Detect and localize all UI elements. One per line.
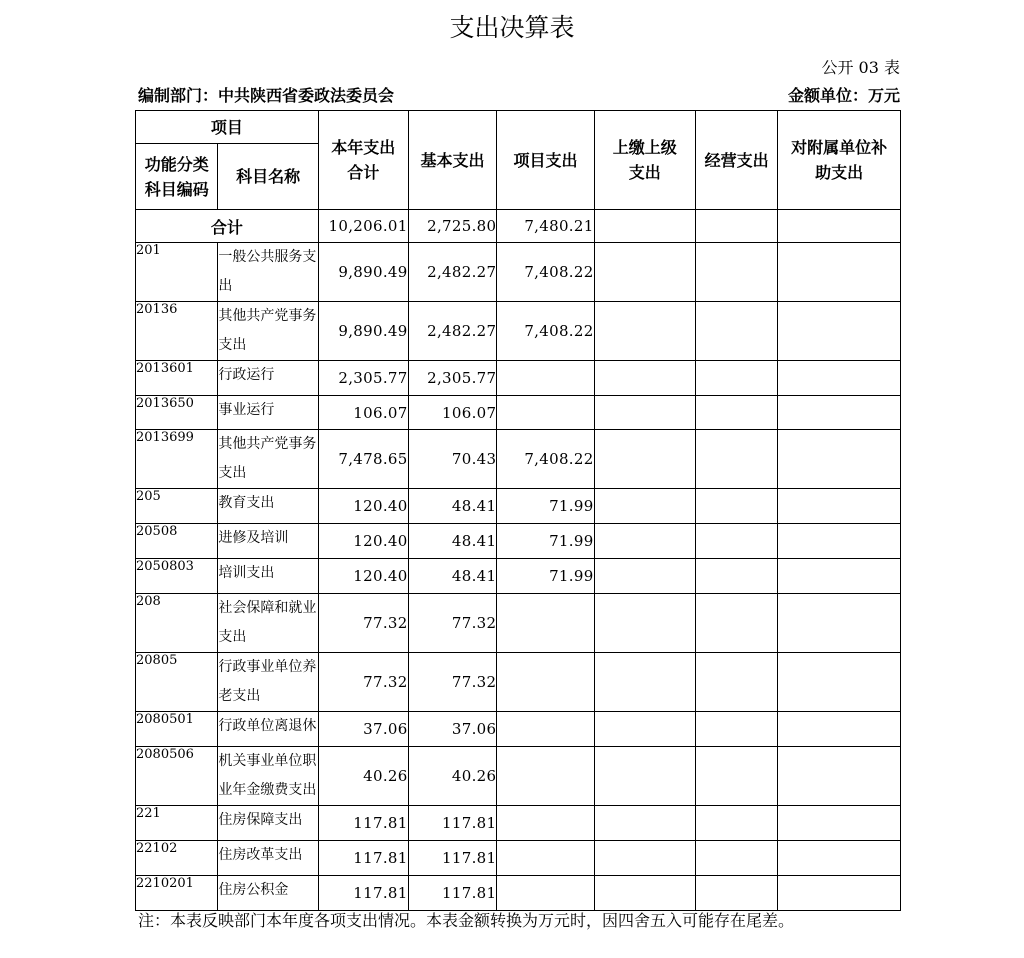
row-project: 7,408.22	[497, 302, 594, 361]
table-row	[136, 243, 901, 302]
row-upper	[594, 653, 695, 712]
row-subject-name: 行政运行	[218, 361, 318, 396]
row-project	[497, 712, 594, 747]
row-subject-name: 事业运行	[218, 396, 318, 430]
row-subject-name: 住房改革支出	[218, 841, 318, 876]
row-upper	[594, 243, 695, 302]
total-row-upper	[594, 210, 695, 243]
row-total: 120.40	[318, 524, 408, 559]
row-upper	[594, 489, 695, 524]
row-upper	[594, 876, 695, 911]
header-upper: 上缴上级支出	[594, 111, 695, 210]
row-code: 22102	[136, 841, 218, 876]
row-basic: 117.81	[408, 841, 497, 876]
row-subject-name: 机关事业单位职业年金缴费支出	[218, 747, 318, 806]
header-item: 项目	[136, 111, 319, 144]
row-basic: 77.32	[408, 594, 497, 653]
row-project	[497, 841, 594, 876]
row-upper	[594, 594, 695, 653]
row-project	[497, 653, 594, 712]
total-row	[136, 210, 901, 243]
row-total: 106.07	[318, 396, 408, 430]
row-code: 2013699	[136, 430, 218, 489]
row-basic: 77.32	[408, 653, 497, 712]
row-basic: 48.41	[408, 524, 497, 559]
row-code: 201	[136, 243, 218, 302]
row-subsidy	[778, 806, 901, 841]
row-code: 221	[136, 806, 218, 841]
header-basic: 基本支出	[408, 111, 497, 210]
row-subject-name: 其他共产党事务支出	[218, 302, 318, 361]
row-project: 71.99	[497, 559, 594, 594]
row-business	[695, 524, 777, 559]
row-subsidy	[778, 594, 901, 653]
table-row	[136, 594, 901, 653]
total-label: 合计	[136, 210, 319, 243]
row-total: 40.26	[318, 747, 408, 806]
table-row	[136, 841, 901, 876]
row-basic: 2,305.77	[408, 361, 497, 396]
total-row-project: 7,480.21	[497, 210, 594, 243]
row-subject-name: 进修及培训	[218, 524, 318, 559]
table-row	[136, 806, 901, 841]
row-total: 77.32	[318, 594, 408, 653]
row-code: 205	[136, 489, 218, 524]
row-upper	[594, 302, 695, 361]
footnote: 注：本表反映部门本年度各项支出情况。本表金额转换为万元时，因四舍五入可能存在尾差。	[138, 911, 795, 930]
row-project	[497, 594, 594, 653]
row-basic: 48.41	[408, 489, 497, 524]
row-business	[695, 594, 777, 653]
row-subsidy	[778, 524, 901, 559]
header-business: 经营支出	[695, 111, 777, 210]
row-total: 120.40	[318, 489, 408, 524]
row-subsidy	[778, 559, 901, 594]
row-subsidy	[778, 712, 901, 747]
row-upper	[594, 430, 695, 489]
table-row	[136, 524, 901, 559]
row-upper	[594, 396, 695, 430]
row-code: 2080501	[136, 712, 218, 747]
row-code: 208	[136, 594, 218, 653]
row-subject-name: 住房公积金	[218, 876, 318, 911]
row-business	[695, 712, 777, 747]
row-total: 117.81	[318, 806, 408, 841]
row-project: 7,408.22	[497, 430, 594, 489]
row-code: 20136	[136, 302, 218, 361]
row-subsidy	[778, 841, 901, 876]
expenditure-table	[135, 110, 901, 911]
amount-unit-label: 金额单位：万元	[787, 86, 900, 105]
row-upper	[594, 747, 695, 806]
row-basic: 117.81	[408, 806, 497, 841]
row-upper	[594, 712, 695, 747]
row-business	[695, 361, 777, 396]
row-subject-name: 教育支出	[218, 489, 318, 524]
row-subject-name: 培训支出	[218, 559, 318, 594]
row-subject-name: 住房保障支出	[218, 806, 318, 841]
row-subject-name: 行政单位离退休	[218, 712, 318, 747]
row-basic: 40.26	[408, 747, 497, 806]
form-number: 公开 03 表	[821, 58, 900, 77]
row-upper	[594, 559, 695, 594]
total-row-subsidy	[778, 210, 901, 243]
row-business	[695, 243, 777, 302]
row-total: 117.81	[318, 841, 408, 876]
row-upper	[594, 806, 695, 841]
row-business	[695, 653, 777, 712]
row-subject-name: 一般公共服务支出	[218, 243, 318, 302]
row-subject-name: 行政事业单位养老支出	[218, 653, 318, 712]
row-code: 20805	[136, 653, 218, 712]
row-business	[695, 559, 777, 594]
row-code: 2050803	[136, 559, 218, 594]
row-basic: 2,482.27	[408, 243, 497, 302]
table-row	[136, 489, 901, 524]
row-total: 9,890.49	[318, 243, 408, 302]
row-subsidy	[778, 396, 901, 430]
row-project	[497, 806, 594, 841]
row-upper	[594, 361, 695, 396]
row-code: 2013601	[136, 361, 218, 396]
row-project	[497, 361, 594, 396]
row-subject-name: 社会保障和就业支出	[218, 594, 318, 653]
row-total: 2,305.77	[318, 361, 408, 396]
table-row	[136, 559, 901, 594]
total-row-basic: 2,725.80	[408, 210, 497, 243]
header-func-code: 功能分类科目编码	[136, 144, 218, 210]
total-row-total: 10,206.01	[318, 210, 408, 243]
header-subsidy: 对附属单位补助支出	[778, 111, 901, 210]
row-total: 7,478.65	[318, 430, 408, 489]
row-business	[695, 489, 777, 524]
row-code: 2210201	[136, 876, 218, 911]
row-upper	[594, 524, 695, 559]
row-project	[497, 747, 594, 806]
row-subsidy	[778, 747, 901, 806]
row-subsidy	[778, 653, 901, 712]
page-title: 支出决算表	[449, 13, 575, 42]
row-subsidy	[778, 489, 901, 524]
row-upper	[594, 841, 695, 876]
table-row	[136, 361, 901, 396]
row-business	[695, 396, 777, 430]
row-total: 77.32	[318, 653, 408, 712]
row-project: 7,408.22	[497, 243, 594, 302]
table-row	[136, 302, 901, 361]
row-project	[497, 396, 594, 430]
row-basic: 117.81	[408, 876, 497, 911]
table-row	[136, 876, 901, 911]
row-basic: 106.07	[408, 396, 497, 430]
row-basic: 2,482.27	[408, 302, 497, 361]
row-business	[695, 302, 777, 361]
header-project: 项目支出	[497, 111, 594, 210]
row-total: 9,890.49	[318, 302, 408, 361]
table-row	[136, 653, 901, 712]
row-project: 71.99	[497, 524, 594, 559]
header-subject-name: 科目名称	[218, 144, 318, 210]
row-basic: 48.41	[408, 559, 497, 594]
department-label: 编制部门：中共陕西省委政法委员会	[138, 86, 395, 105]
table-row	[136, 747, 901, 806]
row-total: 120.40	[318, 559, 408, 594]
total-row-business	[695, 210, 777, 243]
row-subject-name: 其他共产党事务支出	[218, 430, 318, 489]
row-project: 71.99	[497, 489, 594, 524]
row-project	[497, 876, 594, 911]
row-total: 37.06	[318, 712, 408, 747]
row-code: 20508	[136, 524, 218, 559]
row-subsidy	[778, 876, 901, 911]
row-code: 2080506	[136, 747, 218, 806]
row-business	[695, 841, 777, 876]
row-code: 2013650	[136, 396, 218, 430]
row-subsidy	[778, 243, 901, 302]
row-basic: 37.06	[408, 712, 497, 747]
row-total: 117.81	[318, 876, 408, 911]
row-business	[695, 430, 777, 489]
table-row	[136, 712, 901, 747]
row-business	[695, 806, 777, 841]
header-total: 本年支出合计	[318, 111, 408, 210]
row-subsidy	[778, 361, 901, 396]
table-row	[136, 430, 901, 489]
row-subsidy	[778, 430, 901, 489]
row-subsidy	[778, 302, 901, 361]
row-business	[695, 876, 777, 911]
row-business	[695, 747, 777, 806]
table-row	[136, 396, 901, 430]
row-basic: 70.43	[408, 430, 497, 489]
